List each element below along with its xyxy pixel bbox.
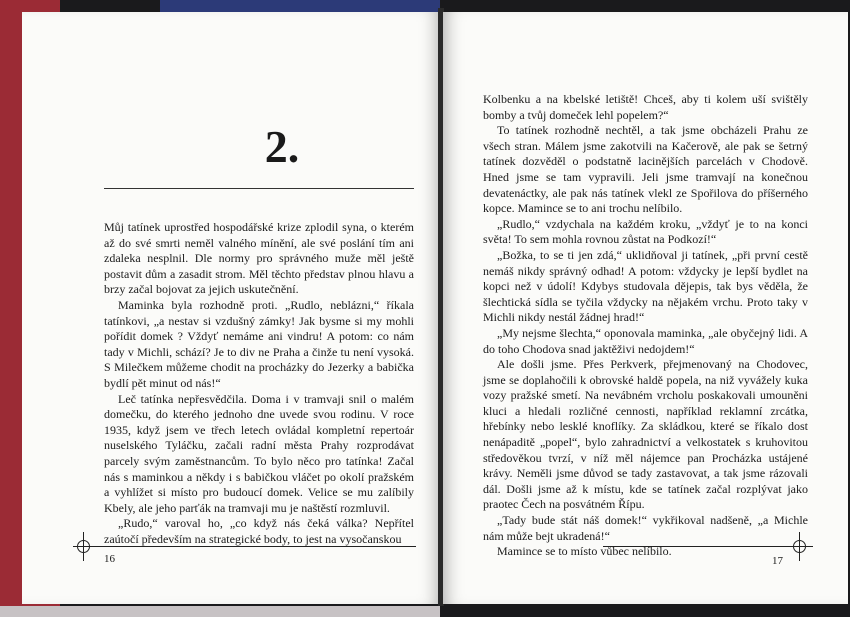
paragraph: Ale došli jsme. Přes Perkverk, přejmenovaný na Chodovec, jsme se doplahočili k obrovské haldě popela, na niž vyvážely kuka vozy pražské smetí. Na nevábném vrcholu poskakovali umouněni kluci a hledali rozličné cennosti, například reklamní zrcátka, hřebínky nebo lesklé knoflíky. Za skládkou, které se říkalo dost nenápaditě „popel“, bylo zahradnictví a velkostatek s kruhovitou středověkou tvrzí, v níž měl nájemce pan Procházka ustájené krávy. Neměli jsme důvod se tady zastavovat, a tak jsme rázovali dál. Došli jsme až k místu, kde se tatínek začal rozplývat jako praotec Čech na posvátném Řípu. [483,357,808,512]
paragraph: Maminka byla rozhodně proti. „Rudlo, neblázni,“ říkala tatínkovi, „a nestav si vzdušný zámky! Jak bysme si my mohli pořídit domek ? Vždyť nemáme ani vindru! A potom: co nám tady v Michli, schází? Je to div ne Praha a činže tu není vysoká. S Milečkem můžeme chodit na procházky do Jezerky a babička bydlí pět minut od nás!“ [104,297,414,390]
paragraph: „Tady bude stát náš domek!“ vykřikoval nadšeně, „a Michle nám může bejt ukradená!“ [483,513,808,543]
right-page [443,12,848,604]
paragraph: Leč tatínka nepřesvědčila. Doma i v tramvaji snil o malém domečku, do kterého jednoho dne uvede svou rodinu. V roce 1935, když jsem ve třech letech ovládal kompletní repertoár nuselského Tyláčku, začali radní města Prahy rozprodávat parcely svým zaměstnancům. To bylo něco pro tatínka! Začal nás s maminkou a někdy i s babičkou vláčet po okolí pražském a vyhlížet si místo pro budoucí domek. Velice se mu zalíbily Kbely, ale jeho parťák na tramvaji mu je naštěstí rozmluvil. [104,391,414,515]
paragraph: To tatínek rozhodně nechtěl, a tak jsme obcházeli Prahu ze všech stran. Málem jsme zakotvili na Kačerově, ale pak se šetrný tatínek dozvěděl o podstatně lacinějších parcelách v Chodově. Hned jsme se tam vypravili. Jeli jsme tramvají na konečnou devatenáctky, ale pak nás tatínek vlekl ze Spořilova do příšerného kopce. Mamince se to ani trochu nelíbilo. [483,123,808,216]
paragraph: „Rudlo,“ vzdychala na každém kroku, „vždyť je to na konci světa! To sem mohla rovnou zůstat na Podkozí!“ [483,216,808,247]
footer-rule [603,546,813,547]
page-number: 17 [772,555,783,567]
chapter-divider [104,188,414,189]
book-cover-bottom-edge [0,606,440,617]
crosshair-ornament-icon [75,538,92,555]
left-page-text [104,220,414,547]
paragraph: „Rudo,“ varoval ho, „co když nás čeká válka? Nepřítel zaútočí především na strategické body, to jest na vysočanskou [104,516,414,546]
footer-rule [84,546,416,547]
crosshair-ornament-icon [791,538,808,555]
paragraph: Můj tatínek uprostřed hospodářské krize zplodil syna, o kterém až do své smrti neměl valného mínění, ale své poslání tím ani zdaleka nesplnil. Dle normy pro správného muže měl ještě postavit dům a zasadit strom. Měl těchto představ plnou hlavu a brzy začal bojovat za jejich uskutečnění. [104,220,414,297]
left-page [22,12,440,604]
right-page-text [483,92,808,560]
page-number: 16 [104,553,115,565]
paragraph: „My nejsme šlechta,“ oponovala maminka, „ale obyčejný lidi. A do toho Chodova snad jaktěživi nedojdem!“ [483,325,808,356]
paragraph: Kolbenku a na kbelské letiště! Chceš, aby ti kolem uší svištěly bomby a tvůj domeček lehl popelem?“ [483,92,808,122]
paragraph: Mamince se to místo vůbec nelíbilo. [497,544,672,559]
paragraph: „Božka, to se ti jen zdá,“ uklidňoval ji tatínek, „při první cestě nemáš nikdy správný odhad! A potom: vždycky je lepší bydlet na kopci než v údolí! Kdybys studovala dějepis, tak bys věděla, že šlechtická sídla se tyčila vždycky na nějakém vrchu. Proto taky v Michli nikdy nestál žádnej hrad!“ [483,247,808,325]
chapter-number: 2. [264,121,300,172]
book-cover-top-stripe [160,0,440,12]
